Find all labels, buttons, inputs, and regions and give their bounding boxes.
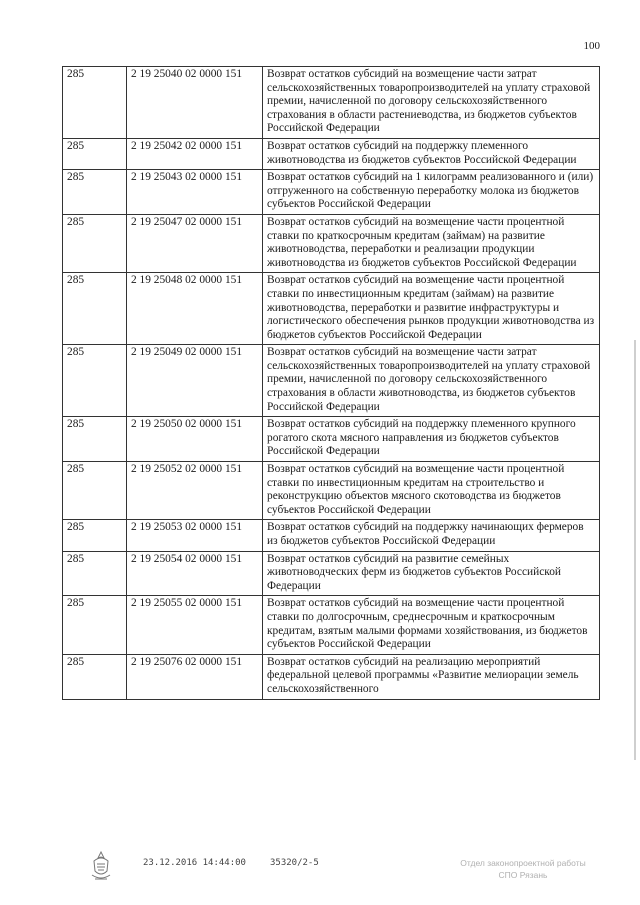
description-cell: Возврат остатков субсидий на возмещение части процентной ставки по инвестиционным кредитам на строительство и реконструкцию объектов мясного скотоводства из бюджетов субъектов Российской Федерации: [263, 462, 600, 520]
description-cell: Возврат остатков субсидий на поддержку начинающих фермеров из бюджетов субъектов Российской Федерации: [263, 520, 600, 551]
footer-doc-code: 35320/2-5: [270, 858, 319, 868]
admin-code-cell: 285: [63, 654, 127, 699]
table-row: [63, 345, 600, 417]
admin-code-cell: 285: [63, 170, 127, 215]
admin-code-cell: 285: [63, 520, 127, 551]
table-row: [63, 67, 600, 139]
table-row: [63, 138, 600, 169]
admin-code-cell: 285: [63, 67, 127, 139]
description-cell: Возврат остатков субсидий на 1 килограмм реализованного и (или) отгруженного на собственную переработку молока из бюджетов субъектов Российской Федерации: [263, 170, 600, 215]
budget-code-cell: 2 19 25048 02 0000 151: [127, 273, 263, 345]
page-footer: [0, 855, 640, 895]
table-row: [63, 214, 600, 272]
table-row: [63, 520, 600, 551]
faded-stamp-line-1: Отдел законопроектной работы: [460, 858, 586, 868]
description-cell: Возврат остатков субсидий на реализацию мероприятий федеральной целевой программы «Развитие мелиорации земель сельскохозяйственного: [263, 654, 600, 699]
admin-code-cell: 285: [63, 138, 127, 169]
description-cell: Возврат остатков субсидий на поддержку племенного животноводства из бюджетов субъектов Российской Федерации: [263, 138, 600, 169]
budget-code-cell: 2 19 25053 02 0000 151: [127, 520, 263, 551]
admin-code-cell: 285: [63, 345, 127, 417]
admin-code-cell: 285: [63, 462, 127, 520]
budget-code-table: [62, 66, 600, 700]
description-cell: Возврат остатков субсидий на возмещение части процентной ставки по краткосрочным кредитам (займам) на развитие животноводства, переработки и реализации продукции животноводства из бюджетов субъектов Российской Федерации: [263, 214, 600, 272]
budget-code-cell: 2 19 25076 02 0000 151: [127, 654, 263, 699]
budget-code-cell: 2 19 25047 02 0000 151: [127, 214, 263, 272]
budget-code-cell: 2 19 25052 02 0000 151: [127, 462, 263, 520]
admin-code-cell: 285: [63, 273, 127, 345]
description-cell: Возврат остатков субсидий на возмещение части затрат сельскохозяйственных товаропроизводителей на уплату страховой премии, начисленной по договору сельскохозяйственного страхования в области растениеводства, из бюджетов субъектов Российской Федерации: [263, 67, 600, 139]
budget-code-cell: 2 19 25054 02 0000 151: [127, 551, 263, 596]
table-row: [63, 654, 600, 699]
admin-code-cell: 285: [63, 214, 127, 272]
budget-code-cell: 2 19 25050 02 0000 151: [127, 417, 263, 462]
admin-code-cell: 285: [63, 417, 127, 462]
footer-faded-stamp: [448, 857, 598, 881]
emblem-icon: [88, 849, 114, 883]
table-row: [63, 417, 600, 462]
description-cell: Возврат остатков субсидий на поддержку племенного крупного рогатого скота мясного направления из бюджетов субъектов Российской Федерации: [263, 417, 600, 462]
description-cell: Возврат остатков субсидий на возмещение части процентной ставки по инвестиционным кредитам (займам) на развитие животноводства, переработки и развитие инфраструктуры и логистического обеспечения рынков продукции животноводства из бюджетов субъектов Российской Федерации: [263, 273, 600, 345]
table-row: [63, 551, 600, 596]
table-row: [63, 273, 600, 345]
budget-code-cell: 2 19 25043 02 0000 151: [127, 170, 263, 215]
budget-code-cell: 2 19 25042 02 0000 151: [127, 138, 263, 169]
budget-code-cell: 2 19 25055 02 0000 151: [127, 596, 263, 654]
description-cell: Возврат остатков субсидий на возмещение части затрат сельскохозяйственных товаропроизводителей на уплату страховой премии, начисленной по договору сельскохозяйственного страхования в области животноводства, из бюджетов субъектов Российской Федерации: [263, 345, 600, 417]
table-row: [63, 596, 600, 654]
admin-code-cell: 285: [63, 596, 127, 654]
page-number: 100: [583, 40, 600, 52]
description-cell: Возврат остатков субсидий на развитие семейных животноводческих ферм из бюджетов субъектов Российской Федерации: [263, 551, 600, 596]
footer-datetime: 23.12.2016 14:44:00: [143, 858, 246, 868]
description-cell: Возврат остатков субсидий на возмещение части процентной ставки по долгосрочным, среднесрочным и краткосрочным кредитам, взятым малыми формами хозяйствования, из бюджетов субъектов Российской Федерации: [263, 596, 600, 654]
budget-code-cell: 2 19 25049 02 0000 151: [127, 345, 263, 417]
table-row: [63, 462, 600, 520]
scan-artifact: [634, 340, 636, 760]
budget-code-cell: 2 19 25040 02 0000 151: [127, 67, 263, 139]
admin-code-cell: 285: [63, 551, 127, 596]
table-row: [63, 170, 600, 215]
faded-stamp-line-2: СПО Рязань: [498, 870, 548, 880]
